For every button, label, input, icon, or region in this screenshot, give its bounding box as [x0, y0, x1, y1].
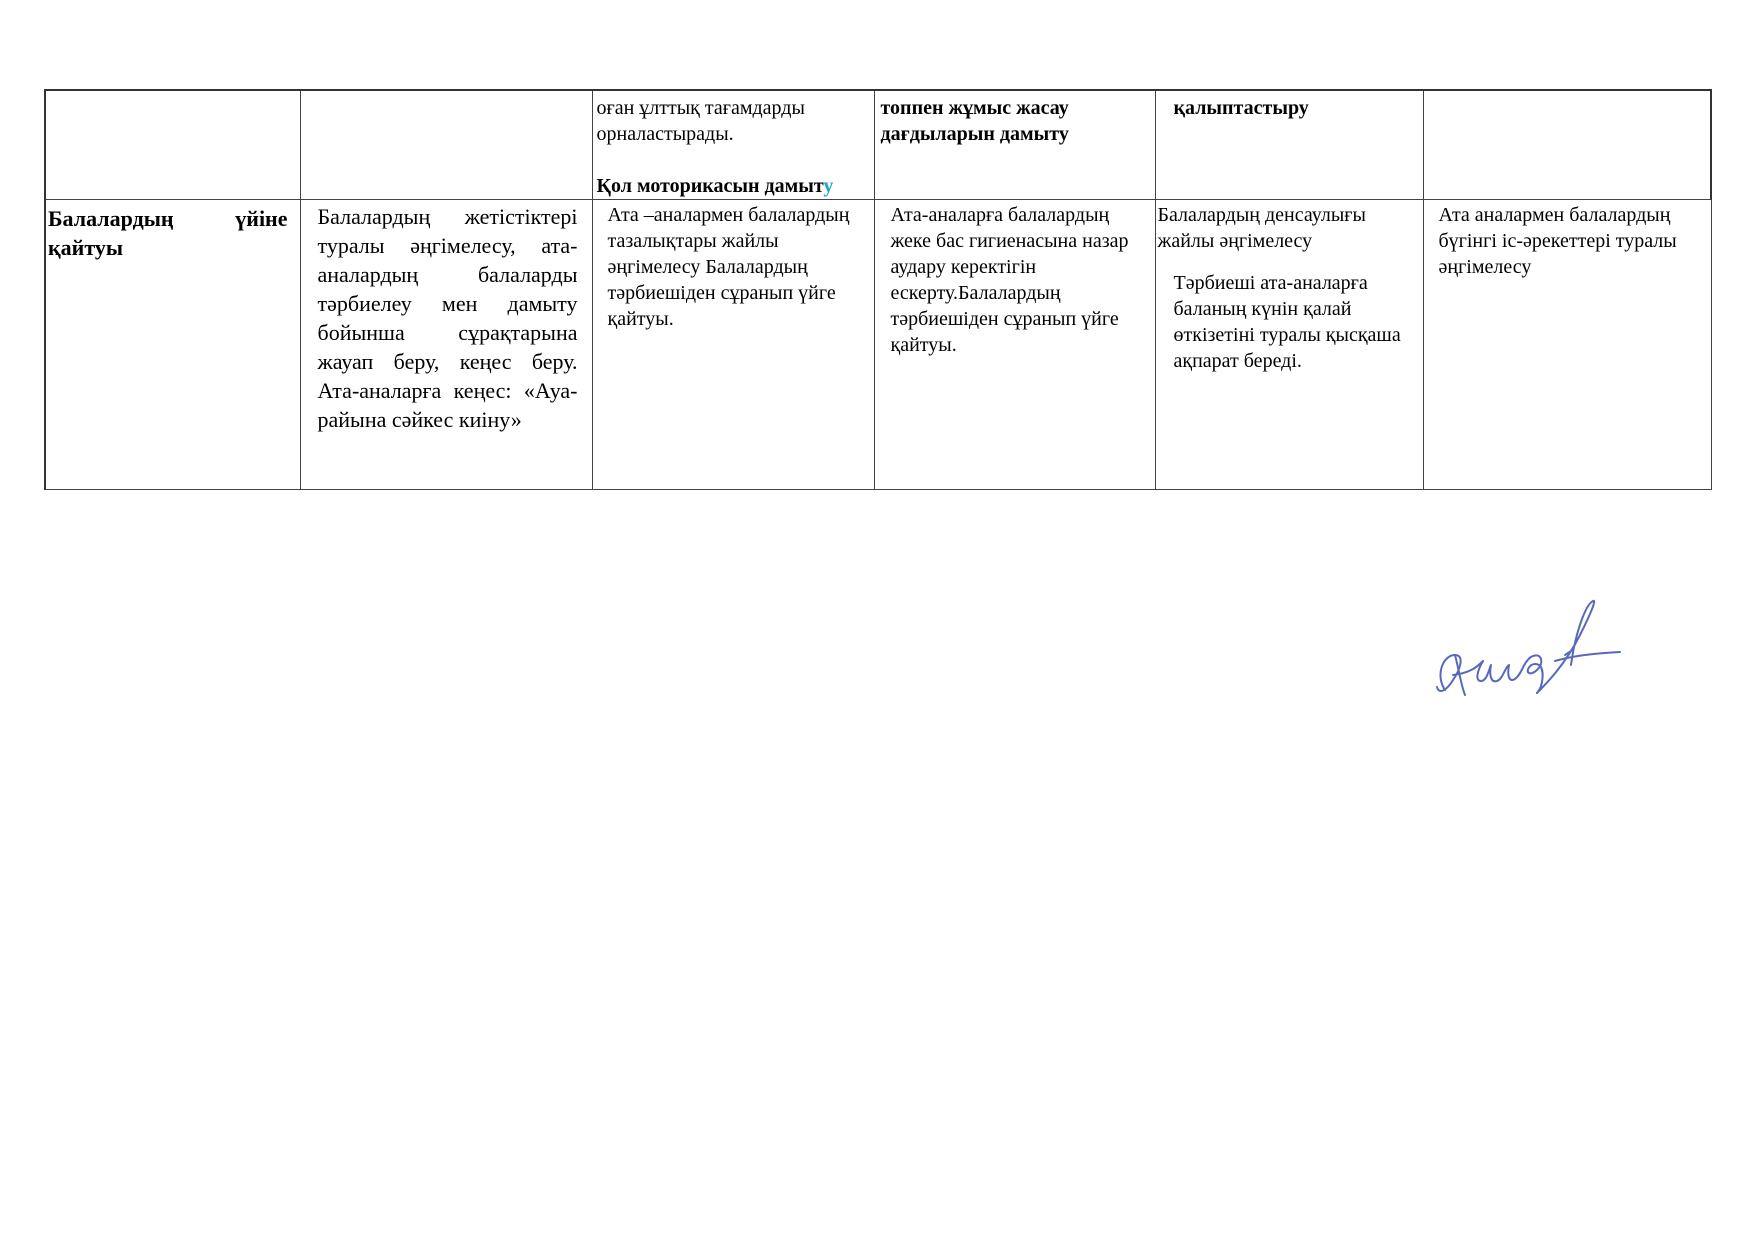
row-heading-text: Балалардың үйіне қайтуы: [48, 206, 288, 260]
table-cell: [1155, 90, 1423, 200]
cell-text: Ата-аналарға балалардың жеке бас гигиенасына назар аудару керектігін ескерту.Балалардың тәрбиешіден сұранып үйге қайтуы.: [890, 204, 1129, 356]
table-cell: [1155, 200, 1423, 490]
cell-text: Ата –аналармен балалардың тазалықтары жайлы әңгімелесу Балалардың тәрбиешіден сұранып үйге қайтуы.: [607, 204, 850, 330]
cell-text: Тәрбиеші ата-аналарға баланың күнін қалай өткізетіні туралы қысқаша ақпарат береді.: [1173, 272, 1401, 372]
cell-text: қалыптастыру: [1173, 97, 1309, 119]
table-cell: [1423, 200, 1711, 490]
table-cell: [874, 90, 1155, 200]
cell-text: топпен жұмыс жасау дағдыларын дамыту: [880, 97, 1069, 145]
cell-text: оған ұлттық тағамдарды: [596, 97, 805, 119]
cell-text: орналастырады.: [596, 123, 734, 145]
schedule-table: [44, 89, 1712, 490]
cell-text: Ата аналармен балалардың бүгінгі іс-әрекеттері туралы әңгімелесу: [1438, 204, 1677, 278]
table-cell: [45, 90, 300, 200]
table-cell: [874, 200, 1155, 490]
row-heading: [46, 200, 300, 262]
table-cell: [592, 90, 874, 200]
cell-text: Балалардың жетістіктері туралы әңгімелесу, ата-аналардың балаларды тәрбиелеу мен дамыту бойынша сұрақтарына жауап беру, кеңес беру. Ата-аналарға кеңес: «Ауа-райына сәйкес киіну»: [317, 204, 578, 432]
motor-skills-heading: Қол моторикасын дамыту: [596, 175, 834, 197]
handwritten-signature-icon: [1425, 595, 1625, 725]
table-cell: [300, 200, 592, 490]
table-cell: [592, 200, 874, 490]
table-cell: [45, 200, 300, 490]
cell-text: Балалардың денсаулығы жайлы әңгімелесу: [1157, 204, 1366, 252]
table-cell: [1423, 90, 1711, 200]
table-cell: [300, 90, 592, 200]
table-row: [45, 200, 1711, 490]
table-row: [45, 90, 1711, 200]
